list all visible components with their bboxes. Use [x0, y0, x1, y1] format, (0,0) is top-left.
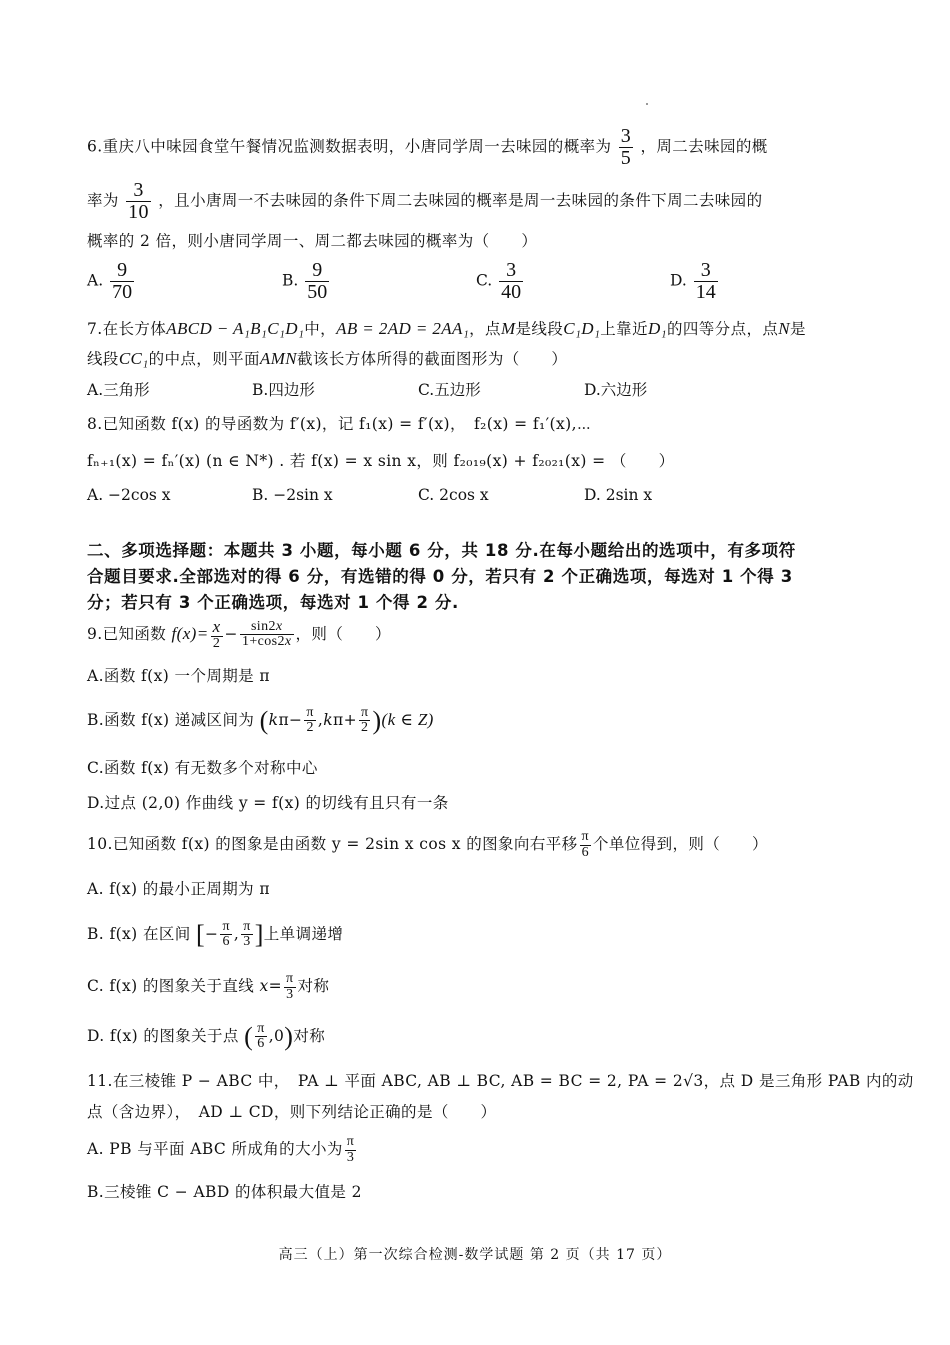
q9-option-b-text: B.函数 f(x) 递减区间为	[87, 710, 255, 729]
q9-option-b-domain: (k ∈ Z)	[381, 709, 434, 729]
q7-text: 线段	[87, 350, 119, 368]
q7-text: 的中点，则平面	[148, 350, 260, 368]
q7-point-m: M	[500, 319, 516, 338]
fraction-denominator: 14	[695, 281, 716, 303]
pi-over-3	[345, 1135, 356, 1165]
q7-plane: AMN	[259, 349, 298, 368]
q7-option-c: C.五边形	[418, 381, 481, 399]
q11-line1: 11.在三棱锥 P − ABC 中， PA ⊥ 平面 ABC, AB ⊥ BC, AB = BC = 2, PA = 2√3，点 D 是三角形 PAB 内的动	[87, 1072, 914, 1090]
fraction-denominator: 3	[286, 986, 294, 1002]
q10-option-d-tail: 对称	[293, 1026, 326, 1045]
q10-option-d: D. f(x) 的图象关于点 ( $\frac{\pi}{6}$ ,0)对称	[87, 1020, 326, 1052]
bracket: [	[195, 920, 206, 949]
q7-text: 截该长方体所得的截面图形为（ ）	[297, 350, 568, 368]
fraction-denominator: 2	[361, 720, 369, 736]
pi-over-3	[241, 920, 252, 950]
q7-point-n: N	[778, 319, 791, 338]
q9-text: 9.已知函数	[87, 624, 167, 643]
section2-heading-line3: 分；若只有 3 个正确选项，每选对 1 个得 2 分.	[87, 593, 459, 612]
option-fraction	[694, 260, 718, 303]
q9-fraction-sin-cos	[240, 620, 294, 650]
q7-option-b: B.四边形	[252, 381, 315, 399]
q6-option-a	[87, 260, 136, 303]
q8-line2: fₙ₊₁(x) = fₙ′(x) (n ∈ N*) . 若 f(x) = x sin x，则 f₂₀₁₉(x) + f₂₀₂₁(x) = （ ）	[87, 452, 675, 470]
q8-option-b: B. −2sin x	[252, 486, 333, 504]
fraction-numerator: 9	[305, 260, 329, 282]
pi-over-2	[359, 706, 370, 736]
fraction-numerator: x	[212, 617, 221, 636]
option-label: C.	[476, 271, 493, 290]
q7-segment: C₁D₁	[563, 319, 601, 338]
q6-option-c	[476, 260, 525, 303]
option-label: A.	[87, 271, 104, 290]
bracket: )	[284, 1022, 294, 1051]
option-fraction	[499, 260, 523, 303]
q8-option-c: C. 2cos x	[418, 486, 489, 504]
q10-option-b-tail: 上单调递增	[263, 924, 344, 943]
q6-fraction-numerator: 3	[620, 125, 632, 147]
q10-option-b: B. f(x) 在区间 [− $\frac{\pi}{6}$ , $\frac{\pi}{3}$ ]上单调递增	[87, 918, 344, 950]
q6-fraction-numerator: 3	[126, 180, 151, 202]
q6-text-2b: ，且小唐周一不去味园的条件下周二去味园的概率是周一去味园的条件下周二去味园的	[158, 191, 763, 210]
fraction-denominator: 70	[112, 281, 133, 303]
fraction-denominator: 1+cos2x	[241, 634, 292, 650]
q6-text-2a: 率为	[87, 191, 119, 210]
q6-fraction-denominator: 10	[128, 201, 149, 223]
q7-equation: AB = 2AD = 2AA₁	[336, 319, 470, 338]
fraction-numerator: 3	[499, 260, 523, 282]
q10-option-c: C. f(x) 的图象关于直线 x= $\frac{\pi}{3}$ 对称	[87, 971, 330, 1002]
q6-line3: 概率的 2 倍，则小唐同学周一、周二都去味园的概率为（ ）	[87, 232, 538, 250]
q7-text: 的四等分点，点	[666, 320, 779, 338]
fraction-denominator: 3	[243, 934, 251, 950]
q9-option-b: B.函数 f(x) 递减区间为 (kπ− $\frac{\pi}{2}$ ,kπ+ $\frac{\pi}{2}$ )(k ∈ Z)	[87, 704, 434, 736]
q11-option-b: B.三棱锥 C − ABD 的体积最大值是 2	[87, 1183, 362, 1201]
fraction-numerator: π	[361, 704, 369, 720]
fraction-denominator: 6	[257, 1036, 265, 1052]
q9-function: f(x)=	[171, 623, 209, 643]
fraction-numerator: π	[346, 1134, 355, 1149]
q10-option-c-tail: 对称	[297, 977, 330, 996]
q7-text: 是	[790, 320, 806, 338]
fraction-denominator: 3	[346, 1149, 355, 1165]
fraction-denominator: 6	[222, 934, 230, 950]
pi-over-2	[304, 706, 315, 736]
pi-over-3	[284, 972, 295, 1002]
fraction-numerator: 9	[110, 260, 134, 282]
pi-over-6	[580, 830, 591, 860]
q9-line1: 9.已知函数 f(x)= $\frac{x}{2}$ − $\frac{\sin 2x}{1+\cos 2x}$ ，则（ ）	[87, 617, 391, 651]
q7-text: 中，	[304, 320, 337, 338]
q9-text: ，则（ ）	[295, 624, 391, 643]
q6-text-1b: ，周二去味园的概	[640, 137, 768, 156]
option-label: D.	[670, 271, 687, 290]
fraction-numerator: π	[243, 918, 251, 934]
fraction-denominator: 40	[501, 281, 522, 303]
q7-point-d1: D₁	[647, 319, 667, 338]
q9-option-d: D.过点 (2,0) 作曲线 y = f(x) 的切线有且只有一条	[87, 794, 449, 812]
option-label: B.	[282, 271, 299, 290]
q7-text: ，点	[469, 320, 501, 338]
q7-option-d: D.六边形	[584, 381, 648, 399]
q7-text: 是线段	[515, 320, 564, 338]
q10-text: 10.已知函数 f(x) 的图象是由函数 y = 2sin x cos x 的图象向右平移	[87, 835, 578, 854]
q10-text: 个单位得到，则（ ）	[593, 835, 768, 854]
q6-option-b	[282, 260, 331, 303]
bracket: (	[244, 1022, 254, 1051]
fraction-denominator: 2	[306, 720, 314, 736]
q6-line1	[87, 126, 768, 169]
q7-text: 上靠近	[600, 320, 648, 338]
q11-option-a	[87, 1135, 358, 1165]
q11-option-a-text: A. PB 与平面 ABC 所成角的大小为	[87, 1140, 343, 1159]
fraction-numerator: π	[222, 918, 230, 934]
scan-dot	[646, 103, 648, 105]
fraction-denominator: 6	[581, 844, 589, 860]
q7-line1	[87, 318, 806, 340]
page-footer: 高三（上）第一次综合检测-数学试题 第 2 页（共 17 页）	[278, 1247, 672, 1263]
q10-option-b-text: B. f(x) 在区间	[87, 924, 191, 943]
bracket: (	[259, 706, 269, 735]
q6-line2	[87, 180, 762, 223]
bracket: )	[372, 706, 382, 735]
q10-option-a: A. f(x) 的最小正周期为 π	[87, 880, 270, 898]
option-fraction	[305, 260, 329, 303]
math-x: x	[259, 977, 269, 996]
fraction-numerator: π	[257, 1020, 265, 1036]
q9-option-c: C.函数 f(x) 有无数多个对称中心	[87, 759, 318, 777]
q6-text-1a: 6.重庆八中味园食堂午餐情况监测数据表明，小唐同学周一去味园的概率为	[87, 137, 612, 156]
fraction-numerator: π	[581, 829, 589, 844]
q8-line1: 8.已知函数 f(x) 的导函数为 f′(x)，记 f₁(x) = f′(x)， f₂(x) = f₁′(x),⋯	[87, 415, 592, 433]
q6-fraction-3-10	[126, 180, 151, 223]
option-fraction	[110, 260, 134, 303]
fraction-numerator: π	[306, 704, 314, 720]
math-k: k	[268, 710, 279, 729]
section2-heading-line2: 合题目要求.全部选对的得 6 分，有选错的得 0 分，若只有 2 个正确选项，每选对 1 个得 3	[87, 567, 793, 586]
q10-option-c-text: C. f(x) 的图象关于直线	[87, 977, 255, 996]
q7-cuboid: ABCD − A₁B₁C₁D₁	[166, 319, 305, 338]
q11-line2: 点（含边界）， AD ⊥ CD，则下列结论正确的是（ ）	[87, 1103, 497, 1121]
q7-line2	[87, 348, 567, 370]
q7-option-a: A.三角形	[87, 381, 150, 399]
section2-heading-line1: 二、多项选择题：本题共 3 小题，每小题 6 分，共 18 分.在每小题给出的选项中，有多项符	[87, 541, 796, 560]
math-k: k	[323, 710, 334, 729]
fraction-denominator: 2	[212, 635, 221, 651]
q7-segment-cc1: CC₁	[118, 349, 149, 368]
q6-fraction-denominator: 5	[620, 147, 632, 169]
q7-text: 7.在长方体	[87, 320, 167, 338]
fraction-denominator: 50	[307, 281, 328, 303]
pi-over-6	[220, 920, 231, 950]
q8-option-a: A. −2cos x	[87, 486, 171, 504]
q6-option-d	[670, 260, 720, 303]
q9-option-a: A.函数 f(x) 一个周期是 π	[87, 667, 270, 685]
q10-option-d-text: D. f(x) 的图象关于点	[87, 1026, 239, 1045]
q6-fraction-3-5	[619, 126, 633, 169]
bracket: ]	[254, 920, 264, 949]
pi-over-6	[255, 1022, 266, 1052]
q9-fraction-x-over-2	[211, 618, 223, 652]
fraction-numerator: sin2x	[240, 620, 294, 636]
fraction-numerator: 3	[694, 260, 718, 282]
q8-option-d: D. 2sin x	[584, 486, 653, 504]
fraction-numerator: π	[286, 971, 294, 986]
q10-line1	[87, 830, 768, 860]
